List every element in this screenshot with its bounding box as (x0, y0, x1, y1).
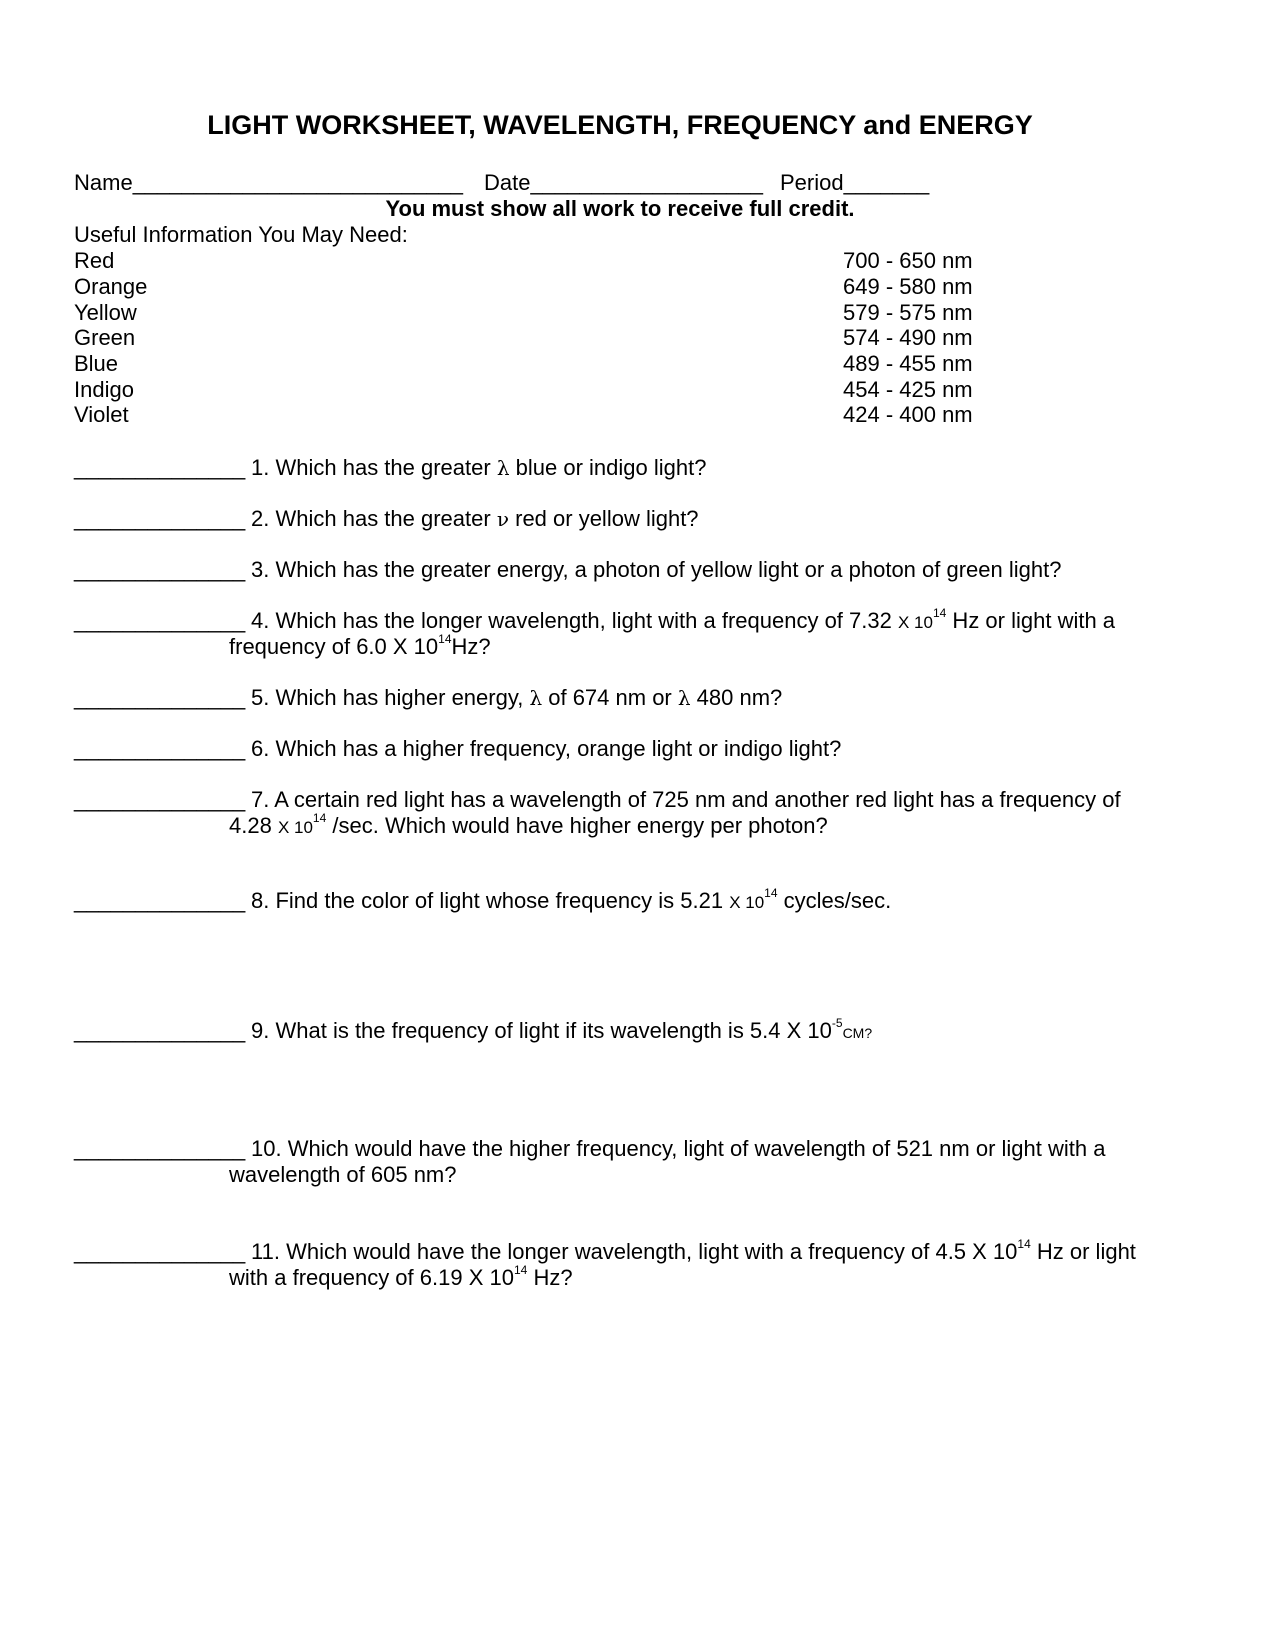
color-range: 574 - 490 nm (843, 325, 973, 350)
answer-blank[interactable]: ______________ (74, 455, 246, 480)
answer-blank[interactable]: ______________ (74, 888, 246, 913)
name-blank: ___________________________ (132, 170, 464, 195)
nu-symbol: ν (496, 507, 509, 531)
color-range: 454 - 425 nm (843, 377, 973, 402)
color-name: Violet (74, 402, 129, 427)
question-10: 10. Which would have the higher frequency, light of wavelength of 521 nm or light with a (251, 1136, 1106, 1161)
question-9: 9. What is the frequency of light if its wavelength is 5.4 X $10^{-5}CM$? (251, 1015, 873, 1043)
answer-blank[interactable]: ______________ (74, 506, 246, 531)
color-range: 700 - 650 nm (843, 248, 973, 273)
question-7-continued: 4.28 X $10^{14}$ /sec. Which would have higher energy per photon? (229, 810, 828, 838)
question-6: 6. Which has a higher frequency, orange light or indigo light? (251, 736, 842, 761)
question-8: 8. Find the color of light whose frequency is 5.21 X $10^{14}$ cycles/sec. (251, 885, 892, 913)
color-range: 489 - 455 nm (843, 351, 973, 376)
question-11: 11. Which would have the longer wavelength, light with a frequency of 4.5 X $10^{14}$ Hz or light (251, 1236, 1136, 1264)
question-4: 4. Which has the longer wavelength, light with a frequency of 7.32 X $10^{14}$ Hz or light with a (251, 605, 1116, 633)
question-5: 5. Which has higher energy, λ of 674 nm or λ 480 nm? (251, 685, 783, 710)
question-1: 1. Which has the greater λ blue or indigo light? (251, 455, 707, 480)
answer-blank[interactable]: ______________ (74, 557, 246, 582)
name-field[interactable] (74, 170, 463, 196)
question-10-continued: wavelength of 605 nm? (229, 1162, 457, 1187)
answer-blank[interactable]: ______________ (74, 1239, 246, 1264)
answer-blank[interactable]: ______________ (74, 1136, 246, 1161)
instruction-text: You must show all work to receive full credit. (385, 196, 855, 221)
answer-blank[interactable]: ______________ (74, 1018, 246, 1043)
color-name: Yellow (74, 300, 137, 325)
color-name: Blue (74, 351, 119, 376)
color-range: 424 - 400 nm (843, 402, 973, 427)
color-range: 579 - 575 nm (843, 300, 973, 325)
date-blank: ___________________ (530, 170, 763, 195)
question-2: 2. Which has the greater ν red or yellow light? (251, 506, 699, 531)
useful-info-heading: Useful Information You May Need: (74, 222, 408, 247)
question-11-continued: with a frequency of 6.19 X $10^{14}$ Hz? (229, 1262, 573, 1290)
lambda-symbol: λ (529, 686, 543, 710)
color-name: Green (74, 325, 136, 350)
color-name: Orange (74, 274, 148, 299)
period-field[interactable] (780, 170, 929, 196)
period-label: Period (780, 170, 844, 195)
question-3: 3. Which has the greater energy, a photon of yellow light or a photon of green light? (251, 557, 1062, 582)
lambda-symbol: λ (496, 456, 510, 480)
answer-blank[interactable]: ______________ (74, 787, 246, 812)
question-7: 7. A certain red light has a wavelength of 725 nm and another red light has a frequency of (251, 787, 1121, 812)
name-label: Name (74, 170, 133, 195)
answer-blank[interactable]: ______________ (74, 685, 246, 710)
color-name: Indigo (74, 377, 134, 402)
worksheet-title: LIGHT WORKSHEET, WAVELENGTH, FREQUENCY and ENERGY (207, 110, 1033, 140)
lambda-symbol: λ (677, 686, 691, 710)
date-label: Date (484, 170, 531, 195)
color-range: 649 - 580 nm (843, 274, 973, 299)
question-4-continued: frequency of 6.0 X $10^{14}Hz$? (229, 631, 491, 659)
date-field[interactable] (484, 170, 763, 196)
period-blank: _______ (843, 170, 930, 195)
color-name: Red (74, 248, 115, 273)
answer-blank[interactable]: ______________ (74, 608, 246, 633)
answer-blank[interactable]: ______________ (74, 736, 246, 761)
